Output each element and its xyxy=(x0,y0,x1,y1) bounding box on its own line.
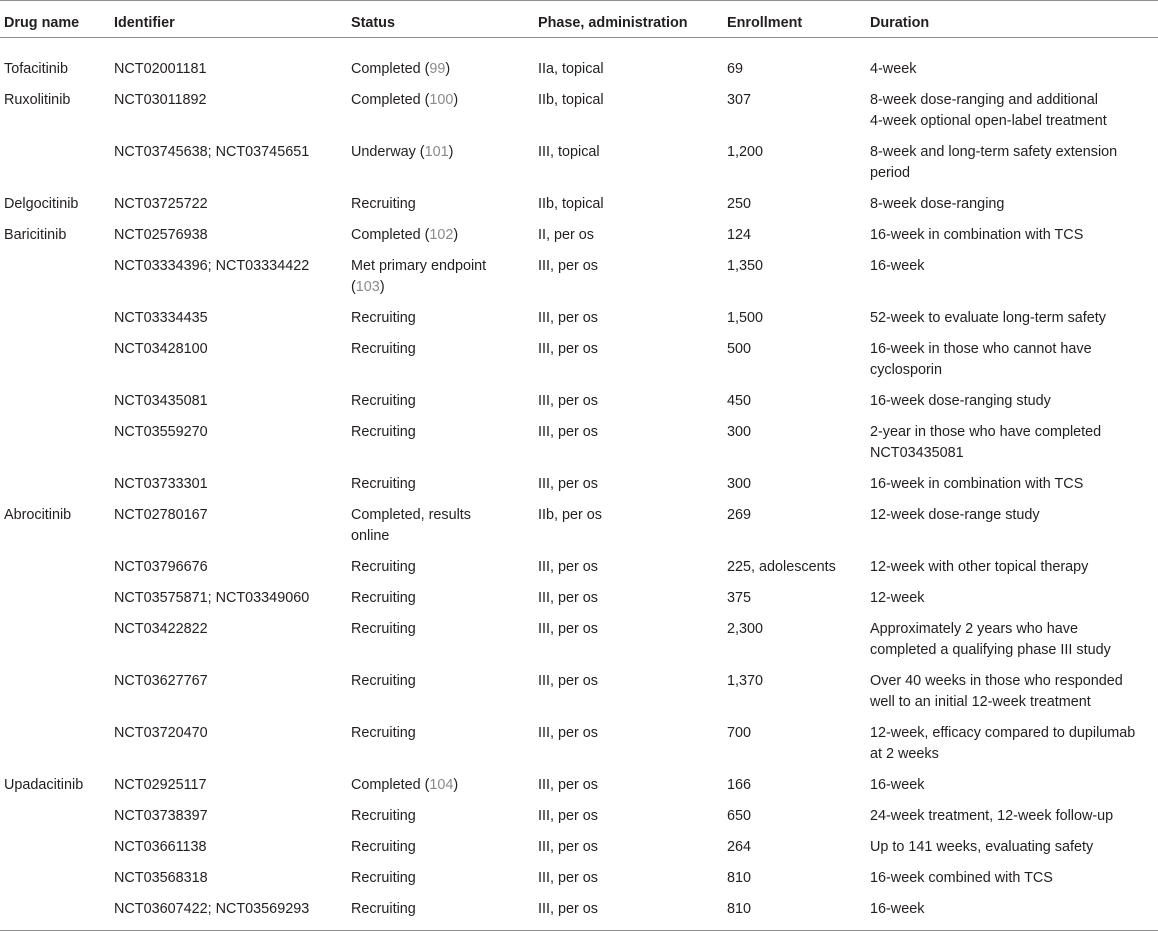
cell-duration xyxy=(870,889,1158,931)
cell-status xyxy=(351,80,538,132)
cell-drug-name xyxy=(0,827,114,858)
cell-enrollment: 269 xyxy=(727,507,752,523)
cell-identifier: NCT02780167 xyxy=(114,507,208,523)
duration-text: 8-week dose-ranging xyxy=(870,196,1005,212)
duration-text: Over 40 weeks in those who responded xyxy=(870,673,1123,689)
cell-phase: III, per os xyxy=(538,889,727,931)
table-row xyxy=(0,796,1158,827)
status-text: Met primary endpoint xyxy=(351,258,487,274)
duration-text: 12-week, efficacy compared to dupilumab xyxy=(870,725,1136,741)
cell-duration xyxy=(870,215,1158,246)
table-row xyxy=(0,889,1158,931)
duration-text: 12-week with other topical therapy xyxy=(870,559,1089,575)
cell-identifier: NCT03334435 xyxy=(114,310,208,326)
cell-status xyxy=(351,609,538,661)
cell-status xyxy=(351,661,538,713)
cell-status xyxy=(351,827,538,858)
cell-enrollment: 264 xyxy=(727,839,752,855)
table-row xyxy=(0,464,1158,495)
cell-phase: IIb, topical xyxy=(538,196,604,212)
cell-status xyxy=(351,298,538,329)
status-text: Recruiting xyxy=(351,808,416,824)
cell-phase: III, per os xyxy=(538,393,598,409)
cell-identifier: NCT03575871; NCT03349060 xyxy=(114,590,310,606)
cell-drug-name xyxy=(0,858,114,889)
duration-text: 16-week dose-ranging study xyxy=(870,393,1051,409)
reference-link[interactable]: 101 xyxy=(424,144,449,160)
cell-duration xyxy=(870,381,1158,412)
cell-status xyxy=(351,889,538,931)
cell-drug-name xyxy=(0,329,114,381)
cell-phase: III, per os xyxy=(538,424,598,440)
cell-identifier: NCT03627767 xyxy=(114,673,208,689)
cell-enrollment: 250 xyxy=(727,196,752,212)
table-row xyxy=(0,827,1158,858)
cell-enrollment: 300 xyxy=(727,476,752,492)
cell-identifier: NCT03725722 xyxy=(114,196,208,212)
table-row xyxy=(0,80,1158,132)
cell-drug-name xyxy=(0,661,114,713)
cell-identifier: NCT03568318 xyxy=(114,870,208,886)
cell-status xyxy=(351,381,538,412)
status-text: Recruiting xyxy=(351,673,416,689)
table-row xyxy=(0,547,1158,578)
status-text: Recruiting xyxy=(351,476,416,492)
cell-enrollment: 650 xyxy=(727,808,752,824)
cell-phase: III, per os xyxy=(538,839,598,855)
status-close-paren: ) xyxy=(453,227,459,243)
status-text: Recruiting xyxy=(351,559,416,575)
cell-duration xyxy=(870,495,1158,547)
cell-enrollment: 300 xyxy=(727,424,752,440)
cell-drug-name: Ruxolitinib xyxy=(4,92,71,108)
cell-identifier: NCT03422822 xyxy=(114,621,208,637)
cell-enrollment: 69 xyxy=(727,61,744,77)
cell-duration xyxy=(870,547,1158,578)
table-row xyxy=(0,184,1158,215)
cell-identifier: NCT03720470 xyxy=(114,725,208,741)
cell-identifier: NCT03011892 xyxy=(114,92,207,108)
cell-status xyxy=(351,412,538,464)
header-phase: Phase, administration xyxy=(538,1,727,38)
duration-text: 16-week in those who cannot have xyxy=(870,341,1092,357)
cell-phase: III, per os xyxy=(538,258,598,274)
cell-enrollment: 500 xyxy=(727,341,752,357)
cell-phase: III, topical xyxy=(538,144,600,160)
status-close-paren: ) xyxy=(379,279,385,295)
table-row xyxy=(0,132,1158,184)
cell-status xyxy=(351,858,538,889)
cell-drug-name: Tofacitinib xyxy=(4,61,68,77)
cell-phase: III, per os xyxy=(538,673,598,689)
header-enrollment: Enrollment xyxy=(727,1,870,38)
cell-enrollment: 810 xyxy=(727,889,870,931)
cell-drug-name xyxy=(0,412,114,464)
cell-drug-name: Abrocitinib xyxy=(4,507,72,523)
cell-phase: IIa, topical xyxy=(538,61,604,77)
duration-text: 16-week xyxy=(870,258,925,274)
status-text-line2: ( xyxy=(351,279,356,295)
cell-drug-name xyxy=(0,713,114,765)
status-text: Completed ( xyxy=(351,777,430,793)
cell-duration xyxy=(870,329,1158,381)
cell-duration xyxy=(870,80,1158,132)
cell-identifier: NCT03334396; NCT03334422 xyxy=(114,258,310,274)
table-row xyxy=(0,215,1158,246)
cell-duration xyxy=(870,661,1158,713)
status-close-paren: ) xyxy=(453,92,459,108)
cell-identifier: NCT03661138 xyxy=(114,839,207,855)
status-text: Recruiting xyxy=(351,310,416,326)
status-text: Completed ( xyxy=(351,92,430,108)
duration-text: 8-week dose-ranging and additional xyxy=(870,92,1099,108)
cell-enrollment: 124 xyxy=(727,227,752,243)
duration-text-line2: well to an initial 12-week treatment xyxy=(870,694,1091,710)
duration-text: 16-week in combination with TCS xyxy=(870,227,1084,243)
duration-text: 16-week xyxy=(870,777,925,793)
cell-status xyxy=(351,578,538,609)
duration-text-line2: at 2 weeks xyxy=(870,746,939,762)
cell-drug-name xyxy=(0,578,114,609)
status-text: Completed ( xyxy=(351,227,430,243)
duration-text: 4-week xyxy=(870,61,917,77)
table-row xyxy=(0,412,1158,464)
table-row xyxy=(0,858,1158,889)
cell-phase: IIb, topical xyxy=(538,92,604,108)
cell-phase: III, per os xyxy=(538,870,598,886)
cell-phase: III, per os xyxy=(538,777,598,793)
table-row xyxy=(0,609,1158,661)
status-text: Recruiting xyxy=(351,424,416,440)
status-text: Recruiting xyxy=(351,839,416,855)
cell-enrollment: 450 xyxy=(727,393,752,409)
cell-drug-name xyxy=(0,796,114,827)
cell-phase: III, per os xyxy=(538,725,598,741)
cell-duration xyxy=(870,464,1158,495)
cell-duration xyxy=(870,132,1158,184)
cell-phase: III, per os xyxy=(538,559,598,575)
header-duration: Duration xyxy=(870,1,1158,38)
header-drug-name: Drug name xyxy=(0,1,114,38)
status-text: Recruiting xyxy=(351,621,416,637)
cell-drug-name xyxy=(0,609,114,661)
cell-status xyxy=(351,547,538,578)
duration-text-line2: NCT03435081 xyxy=(870,445,964,461)
cell-enrollment: 1,370 xyxy=(727,673,764,689)
cell-drug-name: Upadacitinib xyxy=(4,777,84,793)
duration-text: Up to 141 weeks, evaluating safety xyxy=(870,839,1094,855)
cell-duration xyxy=(870,827,1158,858)
cell-phase: IIb, per os xyxy=(538,507,602,523)
reference-link[interactable]: 102 xyxy=(429,227,454,243)
cell-status xyxy=(351,132,538,184)
cell-drug-name xyxy=(0,889,114,931)
header-identifier: Identifier xyxy=(114,1,351,38)
cell-duration xyxy=(870,246,1158,298)
reference-link[interactable]: 104 xyxy=(429,777,454,793)
cell-identifier: NCT03607422; NCT03569293 xyxy=(114,889,351,931)
cell-drug-name xyxy=(0,298,114,329)
table-row xyxy=(0,495,1158,547)
cell-status xyxy=(351,713,538,765)
cell-enrollment: 810 xyxy=(727,870,752,886)
status-text: Completed ( xyxy=(351,61,430,77)
header-row xyxy=(0,1,1158,38)
cell-enrollment: 1,200 xyxy=(727,144,764,160)
table-row xyxy=(0,578,1158,609)
cell-identifier: NCT03738397 xyxy=(114,808,208,824)
cell-status xyxy=(351,246,538,298)
cell-enrollment: 2,300 xyxy=(727,621,764,637)
cell-duration xyxy=(870,38,1158,81)
cell-duration xyxy=(870,858,1158,889)
cell-phase: III, per os xyxy=(538,808,598,824)
status-text: Recruiting xyxy=(351,196,416,212)
duration-text-line2: 4-week optional open-label treatment xyxy=(870,113,1107,129)
cell-status xyxy=(351,495,538,547)
cell-identifier: NCT02001181 xyxy=(114,61,207,77)
cell-phase: III, per os xyxy=(538,590,598,606)
status-close-paren: ) xyxy=(445,61,451,77)
cell-drug-name xyxy=(0,381,114,412)
duration-text-line2: period xyxy=(870,165,911,181)
cell-drug-name: Baricitinib xyxy=(4,227,67,243)
status-text: Recruiting xyxy=(351,341,416,357)
cell-identifier: NCT03796676 xyxy=(114,559,208,575)
status-text: Recruiting xyxy=(351,901,416,917)
table-row xyxy=(0,381,1158,412)
cell-status xyxy=(351,38,538,81)
cell-status xyxy=(351,765,538,796)
duration-text: 16-week xyxy=(870,901,925,917)
cell-enrollment: 225, adolescents xyxy=(727,559,836,575)
duration-text-line2: cyclosporin xyxy=(870,362,942,378)
cell-duration xyxy=(870,796,1158,827)
cell-drug-name: Delgocitinib xyxy=(4,196,79,212)
duration-text: Approximately 2 years who have xyxy=(870,621,1078,637)
duration-text: 24-week treatment, 12-week follow-up xyxy=(870,808,1114,824)
cell-identifier: NCT03435081 xyxy=(114,393,208,409)
cell-status xyxy=(351,184,538,215)
status-text: Recruiting xyxy=(351,725,416,741)
duration-text: 2-year in those who have completed xyxy=(870,424,1102,440)
status-text: Recruiting xyxy=(351,393,416,409)
duration-text: 8-week and long-term safety extension xyxy=(870,144,1118,160)
cell-status xyxy=(351,329,538,381)
cell-duration xyxy=(870,184,1158,215)
status-text: Underway ( xyxy=(351,144,425,160)
status-text: Completed, results xyxy=(351,507,471,523)
cell-enrollment: 1,350 xyxy=(727,258,764,274)
cell-duration xyxy=(870,713,1158,765)
status-text: Recruiting xyxy=(351,870,416,886)
table-row xyxy=(0,765,1158,796)
reference-link[interactable]: 99 xyxy=(429,61,446,77)
reference-link[interactable]: 100 xyxy=(429,92,454,108)
header-status: Status xyxy=(351,1,538,38)
duration-text: 12-week xyxy=(870,590,925,606)
cell-enrollment: 375 xyxy=(727,590,752,606)
status-close-paren: ) xyxy=(448,144,454,160)
cell-duration xyxy=(870,412,1158,464)
duration-text: 16-week combined with TCS xyxy=(870,870,1053,886)
cell-drug-name xyxy=(0,547,114,578)
cell-duration xyxy=(870,298,1158,329)
table-row xyxy=(0,713,1158,765)
status-text: Recruiting xyxy=(351,590,416,606)
cell-identifier: NCT03428100 xyxy=(114,341,208,357)
duration-text: 16-week in combination with TCS xyxy=(870,476,1084,492)
cell-status xyxy=(351,796,538,827)
table-body xyxy=(0,38,1158,931)
cell-drug-name xyxy=(0,464,114,495)
cell-identifier: NCT03745638; NCT03745651 xyxy=(114,144,310,160)
cell-identifier: NCT02576938 xyxy=(114,227,208,243)
cell-identifier: NCT02925117 xyxy=(114,777,207,793)
cell-identifier: NCT03559270 xyxy=(114,424,208,440)
status-text-line2: online xyxy=(351,528,390,544)
duration-text: 12-week dose-range study xyxy=(870,507,1040,523)
table-row xyxy=(0,38,1158,81)
cell-phase: III, per os xyxy=(538,621,598,637)
table-row xyxy=(0,329,1158,381)
cell-phase: II, per os xyxy=(538,227,594,243)
cell-enrollment: 166 xyxy=(727,777,752,793)
cell-duration xyxy=(870,609,1158,661)
duration-text: 52-week to evaluate long-term safety xyxy=(870,310,1106,326)
cell-status xyxy=(351,464,538,495)
cell-identifier: NCT03733301 xyxy=(114,476,208,492)
cell-enrollment: 1,500 xyxy=(727,310,764,326)
cell-duration xyxy=(870,578,1158,609)
cell-duration xyxy=(870,765,1158,796)
cell-drug-name xyxy=(0,132,114,184)
cell-phase: III, per os xyxy=(538,341,598,357)
cell-status xyxy=(351,215,538,246)
cell-phase: III, per os xyxy=(538,310,598,326)
cell-drug-name xyxy=(0,246,114,298)
reference-link[interactable]: 103 xyxy=(355,279,380,295)
cell-enrollment: 700 xyxy=(727,725,752,741)
status-close-paren: ) xyxy=(453,777,459,793)
table-row xyxy=(0,298,1158,329)
duration-text-line2: completed a qualifying phase III study xyxy=(870,642,1111,658)
table-row xyxy=(0,246,1158,298)
table-row xyxy=(0,661,1158,713)
cell-phase: III, per os xyxy=(538,476,598,492)
cell-enrollment: 307 xyxy=(727,92,752,108)
